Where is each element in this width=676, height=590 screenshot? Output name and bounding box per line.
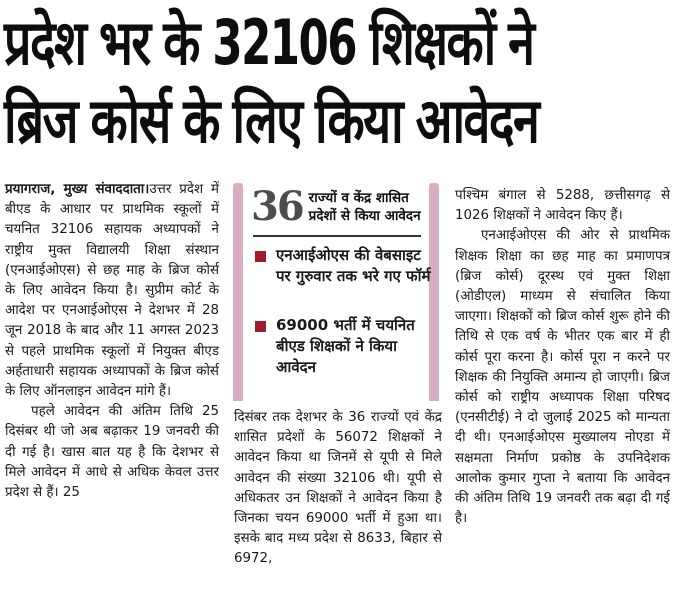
article-column-2 bbox=[234, 408, 442, 570]
bullet-item bbox=[255, 315, 436, 378]
headline-line-2: ब्रिज कोर्स के लिए किया आवेदन bbox=[4, 84, 539, 157]
stat-number: 36 bbox=[251, 183, 303, 230]
bullet-text: 69000 भर्ती में चयनित बीएड शिक्षकों ने किया आवेदन bbox=[276, 316, 415, 376]
paragraph-text: उत्तर प्रदेश में बीएड के आधार पर प्राथमिक स्कूलों में चयनित 32106 सहायक अध्यापकों ने राष्ट्रीय मुक्त विद्यालयी शिक्षा संस्थान (एनआईओएस) से छह माह के ब्रिज कोर्स के लिए आवेदन किया है। सुप्रीम कोर्ट के आदेश पर एनआईओएस ने देशभर में 28 जून 2018 के बाद और 11 अगस्त 2023 से पहले प्राथमिक स्कूलों में नियुक्त बीएड अर्हताधारी सहायक अध्यापकों के ब्रिज कोर्स के लिए ऑनलाइन आवेदन मांगे हैं। bbox=[5, 182, 219, 400]
article-paragraph: पश्चिम बंगाल से 5288, छत्तीसगढ़ से 1026 शिक्षकों ने आवेदन किए हैं। bbox=[455, 188, 670, 224]
article-column-1 bbox=[5, 180, 219, 503]
square-bullet-icon bbox=[255, 251, 266, 262]
highlight-box bbox=[233, 183, 439, 403]
square-bullet-icon bbox=[255, 321, 266, 332]
bullet-text: एनआईओएस की वेबसाइट पर गुरुवार तक भरे गए फॉर्म bbox=[276, 246, 431, 285]
stat-callout bbox=[251, 185, 421, 229]
article-paragraph bbox=[5, 180, 219, 402]
stat-caption-line-1: राज्यों व केंद्र शासित bbox=[308, 190, 409, 206]
article-paragraph: पहले आवेदन की अंतिम तिथि 25 दिसंबर थी जो अब बढ़ाकर 19 जनवरी की दी गई है। खास बात यह है कि देशभर से मिले आवेदन में आधे से अधिक केवल उत्तर प्रदेश से हैं। 25 bbox=[5, 404, 219, 501]
stat-caption bbox=[309, 189, 421, 225]
article-paragraph: एनआईओएस की ओर से प्राथमिक शिक्षक शिक्षा का छह माह का प्रमाणपत्र (ब्रिज कोर्स) दूरस्थ एवं मुक्त शिक्षा (ओडीएल) माध्यम से संचालित किया जाएगा। शिक्षकों को ब्रिज कोर्स शुरू होने की तिथि से एक वर्ष के भीतर एक बार में ही कोर्स पूरा करना है। कोर्स पूरा न करने पर शिक्षक की नियुक्ति अमान्य हो जाएगी। ब्रिज कोर्स को राष्ट्रीय अध्यापक शिक्षा परिषद (एनसीटीई) ने दो जुलाई 2025 को मान्यता दी थी। एनआईओएस मुख्यालय नोएडा में सक्षमता निर्माण प्रकोष्ठ के उपनिदेशक आलोक कुमार गुप्ता ने बताया कि आवेदन की अंतिम तिथि 19 जनवरी तक बढ़ा दी गई है। bbox=[455, 228, 670, 527]
bullet-item bbox=[255, 245, 436, 287]
article-paragraph: दिसंबर तक देशभर के 36 राज्यों एवं केंद्र शासित प्रदेशों के 56072 शिक्षकों ने आवेदन किया था जिनमें से यूपी से मिले आवेदन की संख्या 32106 थी। यूपी से अधिकतर उन शिक्षकों ने आवेदन किया है जिनका चयन 69000 भर्ती में हुआ था। इसके बाद मध्य प्रदेश से 8633, बिहार से 6972, bbox=[234, 410, 442, 567]
headline-line-1: प्रदेश भर के 32106 शिक्षकों ने bbox=[4, 6, 534, 79]
divider bbox=[253, 235, 421, 237]
stat-caption-line-2: प्रदेशों से किया आवेदन bbox=[308, 208, 421, 224]
box-left-bar bbox=[233, 183, 243, 401]
article-column-3 bbox=[455, 186, 670, 529]
dateline: प्रयागराज, मुख्य संवाददाता। bbox=[5, 182, 150, 197]
